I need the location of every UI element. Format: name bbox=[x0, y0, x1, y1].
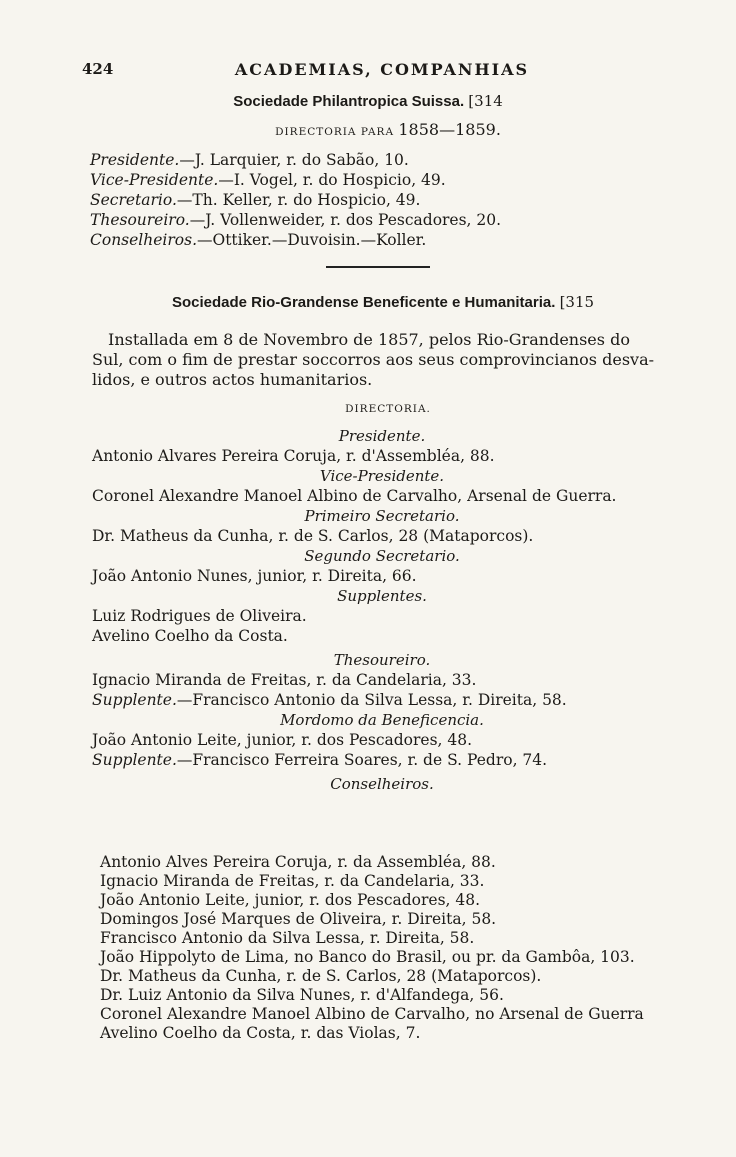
mordomo-supplente-entry bbox=[92, 750, 672, 770]
section-315-intro bbox=[92, 330, 656, 390]
section-315-name: Sociedade Rio-Grandense Beneficente e Humanitaria. bbox=[171, 294, 556, 311]
section-divider bbox=[326, 266, 430, 268]
role-heading-mordomo: Mordomo da Beneficencia. bbox=[280, 711, 484, 729]
member-role: Conselheiros. bbox=[90, 231, 197, 249]
member-text: —J. Vollenweider, r. dos Pescadores, 20. bbox=[189, 211, 502, 229]
directoria-heading: DIRECTORIA. bbox=[345, 403, 431, 415]
member-row bbox=[90, 170, 690, 190]
conselheiro-entry: Dr. Luiz Antonio da Silva Nunes, r. d'Alfandega, 56. bbox=[100, 986, 504, 1004]
conselheiros-list bbox=[100, 853, 680, 1043]
role-heading-thesoureiro: Thesoureiro. bbox=[333, 651, 431, 669]
member-row bbox=[90, 150, 690, 170]
supplente-entry: Luiz Rodrigues de Oliveira. bbox=[92, 607, 307, 625]
member-row bbox=[90, 210, 690, 230]
member-role: Presidente. bbox=[90, 151, 180, 169]
conselheiro-entry: João Hippolyto de Lima, no Banco do Brasil, ou pr. da Gambôa, 103. bbox=[100, 948, 635, 966]
intro-line: Sul, com o fim de prestar soccorros aos seus comprovincianos desva- bbox=[92, 350, 655, 369]
primeiro-secretario-entry: Dr. Matheus da Cunha, r. de S. Carlos, 28 (Mataporcos). bbox=[92, 527, 534, 545]
conselheiro-entry: Francisco Antonio da Silva Lessa, r. Direita, 58. bbox=[100, 929, 475, 947]
presidente-entry: Antonio Alvares Pereira Coruja, r. d'Assembléa, 88. bbox=[92, 447, 495, 465]
role-heading-supplentes: Supplentes. bbox=[337, 587, 427, 605]
conselheiro-entry: Coronel Alexandre Manoel Albino de Carvalho, no Arsenal de Guerra bbox=[100, 1005, 644, 1023]
role-heading-vice-presidente: Vice-Presidente. bbox=[319, 467, 445, 485]
conselheiro-entry: Dr. Matheus da Cunha, r. de S. Carlos, 28 (Mataporcos). bbox=[100, 967, 542, 985]
intro-line: Installada em 8 de Novembro de 1857, pelos Rio-Grandenses do bbox=[108, 330, 630, 349]
member-text: —Ottiker.—Duvoisin.—Koller. bbox=[197, 231, 427, 249]
section-314-members bbox=[90, 150, 690, 250]
supplente-entry: Avelino Coelho da Costa. bbox=[92, 627, 288, 645]
page-number: 424 bbox=[82, 60, 114, 78]
section-314-number: [314 bbox=[468, 92, 503, 110]
section-315-number: [315 bbox=[559, 293, 595, 311]
member-role: Secretario. bbox=[90, 191, 177, 209]
conselheiro-entry: Domingos José Marques de Oliveira, r. Direita, 58. bbox=[100, 910, 497, 928]
directoria-years: 1858—1859. bbox=[398, 120, 501, 139]
section-314-name: Sociedade Philantropica Suissa. bbox=[233, 93, 465, 110]
mordomo-entry: João Antonio Leite, junior, r. dos Pescadores, 48. bbox=[92, 731, 473, 749]
member-text: —I. Vogel, r. do Hospicio, 49. bbox=[218, 171, 446, 189]
supplente-role: Supplente. bbox=[92, 691, 177, 709]
role-heading-presidente: Presidente. bbox=[338, 427, 426, 445]
running-title: ACADEMIAS, COMPANHIAS bbox=[234, 60, 530, 79]
member-text: —Th. Keller, r. do Hospicio, 49. bbox=[176, 191, 421, 209]
directoria-list bbox=[92, 426, 672, 794]
member-role: Thesoureiro. bbox=[90, 211, 190, 229]
conselheiro-entry: João Antonio Leite, junior, r. dos Pescadores, 48. bbox=[100, 891, 481, 909]
conselheiro-entry: Avelino Coelho da Costa, r. das Violas, 7. bbox=[100, 1024, 421, 1042]
role-heading-segundo-secretario: Segundo Secretario. bbox=[304, 547, 460, 565]
directoria-label: DIRECTORIA PARA bbox=[275, 126, 395, 138]
member-role: Vice-Presidente. bbox=[90, 171, 219, 189]
role-heading-primeiro-secretario: Primeiro Secretario. bbox=[304, 507, 460, 525]
supplente-text: —Francisco Ferreira Soares, r. de S. Pedro, 74. bbox=[176, 751, 548, 769]
vice-presidente-entry: Coronel Alexandre Manoel Albino de Carvalho, Arsenal de Guerra. bbox=[92, 487, 617, 505]
supplente-text: —Francisco Antonio da Silva Lessa, r. Direita, 58. bbox=[176, 691, 567, 709]
page-header bbox=[82, 60, 682, 82]
member-text: —J. Larquier, r. do Sabão, 10. bbox=[179, 151, 409, 169]
thesoureiro-entry: Ignacio Miranda de Freitas, r. da Candelaria, 33. bbox=[92, 671, 477, 689]
conselheiro-entry: Ignacio Miranda de Freitas, r. da Candelaria, 33. bbox=[100, 872, 485, 890]
intro-line: lidos, e outros actos humanitarios. bbox=[92, 370, 373, 389]
role-heading-conselheiros: Conselheiros. bbox=[330, 775, 434, 793]
section-314-title bbox=[0, 92, 736, 110]
conselheiro-entry: Antonio Alves Pereira Coruja, r. da Assembléa, 88. bbox=[100, 853, 496, 871]
member-row bbox=[90, 230, 690, 250]
member-row bbox=[90, 190, 690, 210]
segundo-secretario-entry: João Antonio Nunes, junior, r. Direita, 66. bbox=[92, 567, 417, 585]
supplente-role: Supplente. bbox=[92, 751, 177, 769]
thesoureiro-supplente-entry bbox=[92, 690, 672, 710]
section-315-title bbox=[0, 293, 736, 311]
section-314-directoria bbox=[0, 120, 736, 139]
